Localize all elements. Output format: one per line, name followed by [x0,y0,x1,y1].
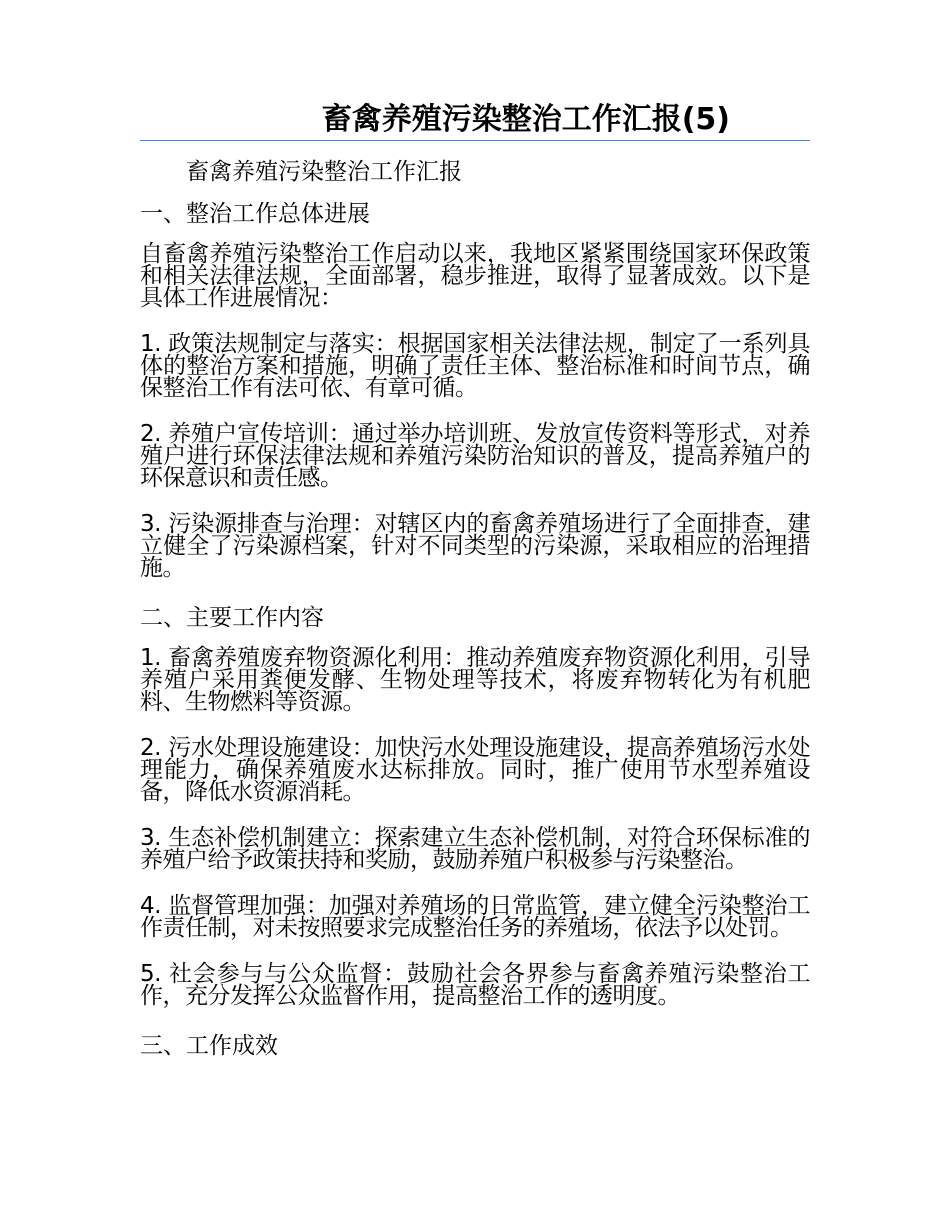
paragraph-waste-reuse: 1. 畜禽养殖废弃物资源化利用：推动养殖废弃物资源化利用，引导养殖户采用粪便发酵、生物处理等技术，将废弃物转化为有机肥料、生物燃料等资源。 [140,645,810,715]
section-heading-results: 三、工作成效 [140,1033,278,1059]
section-heading-progress: 一、整治工作总体进展 [140,201,370,227]
paragraph-training: 2. 养殖户宣传培训：通过举办培训班、发放宣传资料等形式，对养殖户进行环保法律法规和养殖污染防治知识的普及，提高养殖户的环保意识和责任感。 [140,421,810,491]
paragraph-public-participation: 5. 社会参与与公众监督：鼓励社会各界参与畜禽养殖污染整治工作，充分发挥公众监督作用，提高整治工作的透明度。 [140,961,810,1009]
document-subtitle: 畜禽养殖污染整治工作汇报 [186,159,462,185]
paragraph-intro: 自畜禽养殖污染整治工作启动以来，我地区紧紧围绕国家环保政策和相关法律法规，全面部署，稳步推进，取得了显著成效。以下是具体工作进展情况： [140,241,810,311]
title-underline [140,140,810,141]
paragraph-eco-compensation: 3. 生态补偿机制建立：探索建立生态补偿机制，对符合环保标准的养殖户给予政策扶持和奖励，鼓励养殖户积极参与污染整治。 [140,825,810,873]
document-page [140,100,810,1075]
paragraph-supervision: 4. 监督管理加强：加强对养殖场的日常监管，建立健全污染整治工作责任制，对未按照要求完成整治任务的养殖场，依法予以处罚。 [140,893,810,941]
paragraph-pollution-source: 3. 污染源排查与治理：对辖区内的畜禽养殖场进行了全面排查，建立健全了污染源档案，针对不同类型的污染源，采取相应的治理措施。 [140,511,810,581]
section-heading-main-work: 二、主要工作内容 [140,605,324,631]
document-title: 畜禽养殖污染整治工作汇报(5) [321,102,730,137]
paragraph-sewage-facilities: 2. 污水处理设施建设：加快污水处理设施建设，提高养殖场污水处理能力，确保养殖废水达标排放。同时，推广使用节水型养殖设备，降低水资源消耗。 [140,735,810,805]
paragraph-policy: 1. 政策法规制定与落实：根据国家相关法律法规，制定了一系列具体的整治方案和措施，明确了责任主体、整治标准和时间节点，确保整治工作有法可依、有章可循。 [140,331,810,401]
